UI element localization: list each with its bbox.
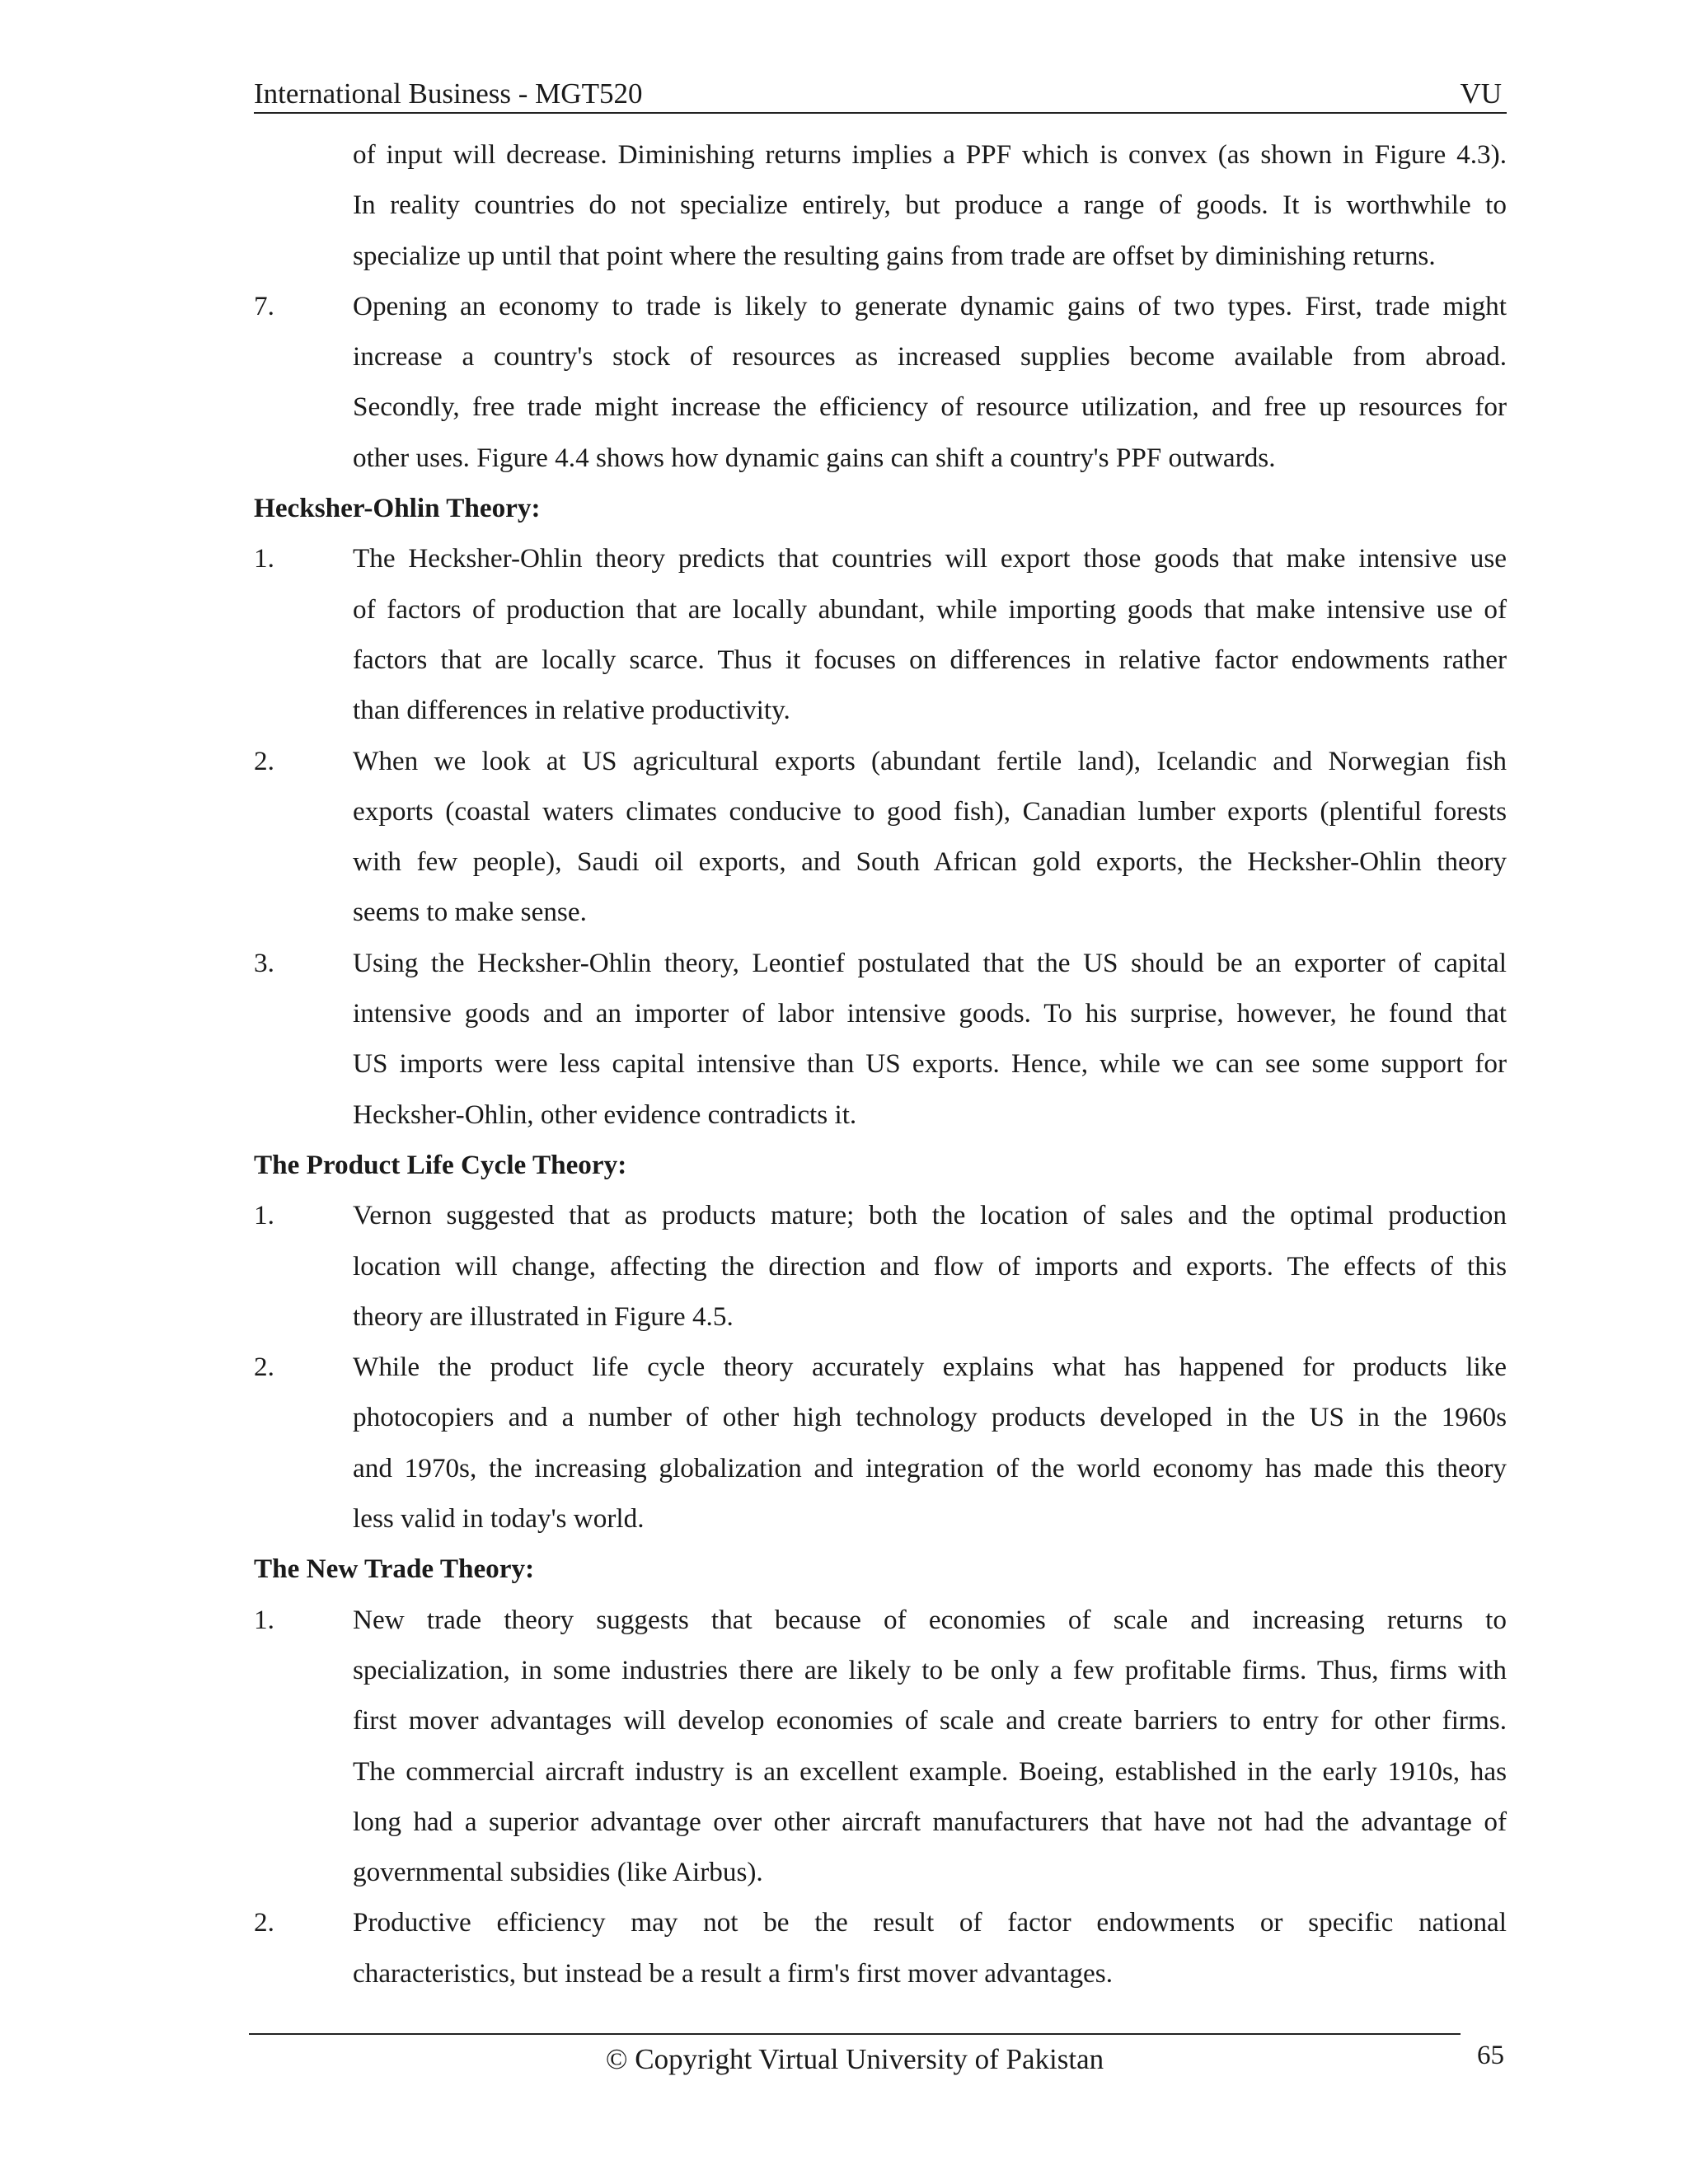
list-number: 2. <box>254 1352 274 1383</box>
line-text: New trade theory suggests that because of economies of scale and increasing returns to <box>353 1604 1507 1635</box>
section-heading <box>254 1140 1507 1190</box>
text-line <box>254 1595 1507 1645</box>
line-text: Opening an economy to trade is likely to generate dynamic gains of two types. First, trade might <box>353 290 1507 321</box>
text-line <box>254 129 1507 180</box>
list-number: 3. <box>254 947 274 978</box>
header-institution: VU <box>1460 77 1502 110</box>
line-text: and 1970s, the increasing globalization and integration of the world economy has made this theory <box>353 1452 1507 1483</box>
text-line <box>254 1948 1507 1999</box>
list-number: 1. <box>254 1200 274 1231</box>
line-text: with few people), Saudi oil exports, and South African gold exports, the Hecksher-Ohlin theory <box>353 846 1507 878</box>
text-line <box>254 382 1507 432</box>
text-line <box>254 988 1507 1038</box>
text-line <box>254 1645 1507 1695</box>
list-number: 1. <box>254 1604 274 1635</box>
line-text: theory are illustrated in Figure 4.5. <box>353 1301 734 1332</box>
heading-text: Hecksher-Ohlin Theory: <box>254 493 541 524</box>
header-course-title: International Business - MGT520 <box>254 77 643 110</box>
text-line <box>254 1847 1507 1897</box>
text-line <box>254 1190 1507 1240</box>
line-text: long had a superior advantage over other aircraft manufacturers that have not had the advantage of <box>353 1806 1507 1837</box>
line-text: US imports were less capital intensive than US exports. Hence, while we can see some support for <box>353 1048 1507 1080</box>
heading-text: The New Trade Theory: <box>254 1554 535 1585</box>
text-line <box>254 433 1507 483</box>
line-text: Productive efficiency may not be the result of factor endowments or specific national <box>353 1907 1507 1938</box>
text-line <box>254 1443 1507 1493</box>
list-number: 2. <box>254 745 274 776</box>
text-line <box>254 584 1507 635</box>
page-header <box>254 76 1507 114</box>
text-line <box>254 1746 1507 1797</box>
text-line <box>254 331 1507 382</box>
line-text: other uses. Figure 4.4 shows how dynamic gains can shift a country's PPF outwards. <box>353 442 1276 473</box>
text-line <box>254 1493 1507 1544</box>
line-text: In reality countries do not specialize entirely, but produce a range of goods. It is worthwhile to <box>353 190 1507 221</box>
list-number: 7. <box>254 290 274 321</box>
text-line <box>254 938 1507 988</box>
text-line <box>254 1392 1507 1442</box>
list-number: 2. <box>254 1907 274 1938</box>
line-text: characteristics, but instead be a result a firm's first mover advantages. <box>353 1957 1113 1989</box>
section-heading <box>254 483 1507 533</box>
text-line <box>254 1038 1507 1089</box>
text-line <box>254 837 1507 887</box>
line-text: seems to make sense. <box>353 897 587 928</box>
list-number: 1. <box>254 543 274 574</box>
line-text: specialize up until that point where the resulting gains from trade are offset by diminishing returns. <box>353 240 1436 271</box>
line-text: The Hecksher-Ohlin theory predicts that countries will export those goods that make intensive use <box>353 543 1507 574</box>
heading-text: The Product Life Cycle Theory: <box>254 1149 627 1180</box>
line-text: first mover advantages will develop economies of scale and create barriers to entry for other firms. <box>353 1705 1507 1736</box>
text-line <box>254 533 1507 583</box>
document-body <box>254 129 1507 1999</box>
line-text: When we look at US agricultural exports (abundant fertile land), Icelandic and Norwegian fish <box>353 745 1507 776</box>
text-line <box>254 1695 1507 1746</box>
text-line <box>254 1241 1507 1291</box>
line-text: of input will decrease. Diminishing returns implies a PPF which is convex (as shown in Figure 4.3). <box>353 139 1507 170</box>
text-line <box>254 1797 1507 1847</box>
section-heading <box>254 1544 1507 1594</box>
line-text: specialization, in some industries there are likely to be only a few profitable firms. Thus, firms with <box>353 1654 1507 1685</box>
text-line <box>254 1090 1507 1140</box>
line-text: of factors of production that are locally abundant, while importing goods that make intensive use of <box>353 593 1507 625</box>
line-text: governmental subsidies (like Airbus). <box>353 1857 763 1888</box>
text-line <box>254 736 1507 786</box>
line-text: Hecksher-Ohlin, other evidence contradicts it. <box>353 1099 857 1130</box>
text-line <box>254 231 1507 281</box>
text-line <box>254 635 1507 685</box>
line-text: The commercial aircraft industry is an excellent example. Boeing, established in the early 1910s, has <box>353 1755 1507 1787</box>
text-line <box>254 1342 1507 1392</box>
text-line <box>254 786 1507 837</box>
line-text: than differences in relative productivity. <box>353 695 790 726</box>
text-line <box>254 281 1507 331</box>
line-text: photocopiers and a number of other high technology products developed in the US in the 1960s <box>353 1402 1507 1433</box>
footer-copyright: © Copyright Virtual University of Pakistan <box>605 2043 1104 2075</box>
line-text: less valid in today's world. <box>353 1503 645 1535</box>
line-text: location will change, affecting the direction and flow of imports and exports. The effects of this <box>353 1250 1507 1282</box>
page-number: 65 <box>1477 2041 1504 2070</box>
text-line <box>254 180 1507 230</box>
text-line <box>254 1897 1507 1947</box>
footer-divider <box>249 2033 1461 2035</box>
line-text: factors that are locally scarce. Thus it focuses on differences in relative factor endowments rather <box>353 644 1507 675</box>
text-line <box>254 1291 1507 1342</box>
line-text: exports (coastal waters climates conducive to good fish), Canadian lumber exports (plentiful forests <box>353 795 1507 827</box>
line-text: Using the Hecksher-Ohlin theory, Leontief postulated that the US should be an exporter of capital <box>353 947 1507 978</box>
line-text: increase a country's stock of resources as increased supplies become available from abroad. <box>353 341 1507 373</box>
line-text: Secondly, free trade might increase the efficiency of resource utilization, and free up resources for <box>353 391 1507 423</box>
line-text: While the product life cycle theory accurately explains what has happened for products like <box>353 1352 1507 1383</box>
text-line <box>254 887 1507 937</box>
line-text: Vernon suggested that as products mature; both the location of sales and the optimal production <box>353 1200 1507 1231</box>
line-text: intensive goods and an importer of labor intensive goods. To his surprise, however, he found that <box>353 998 1507 1029</box>
text-line <box>254 685 1507 735</box>
